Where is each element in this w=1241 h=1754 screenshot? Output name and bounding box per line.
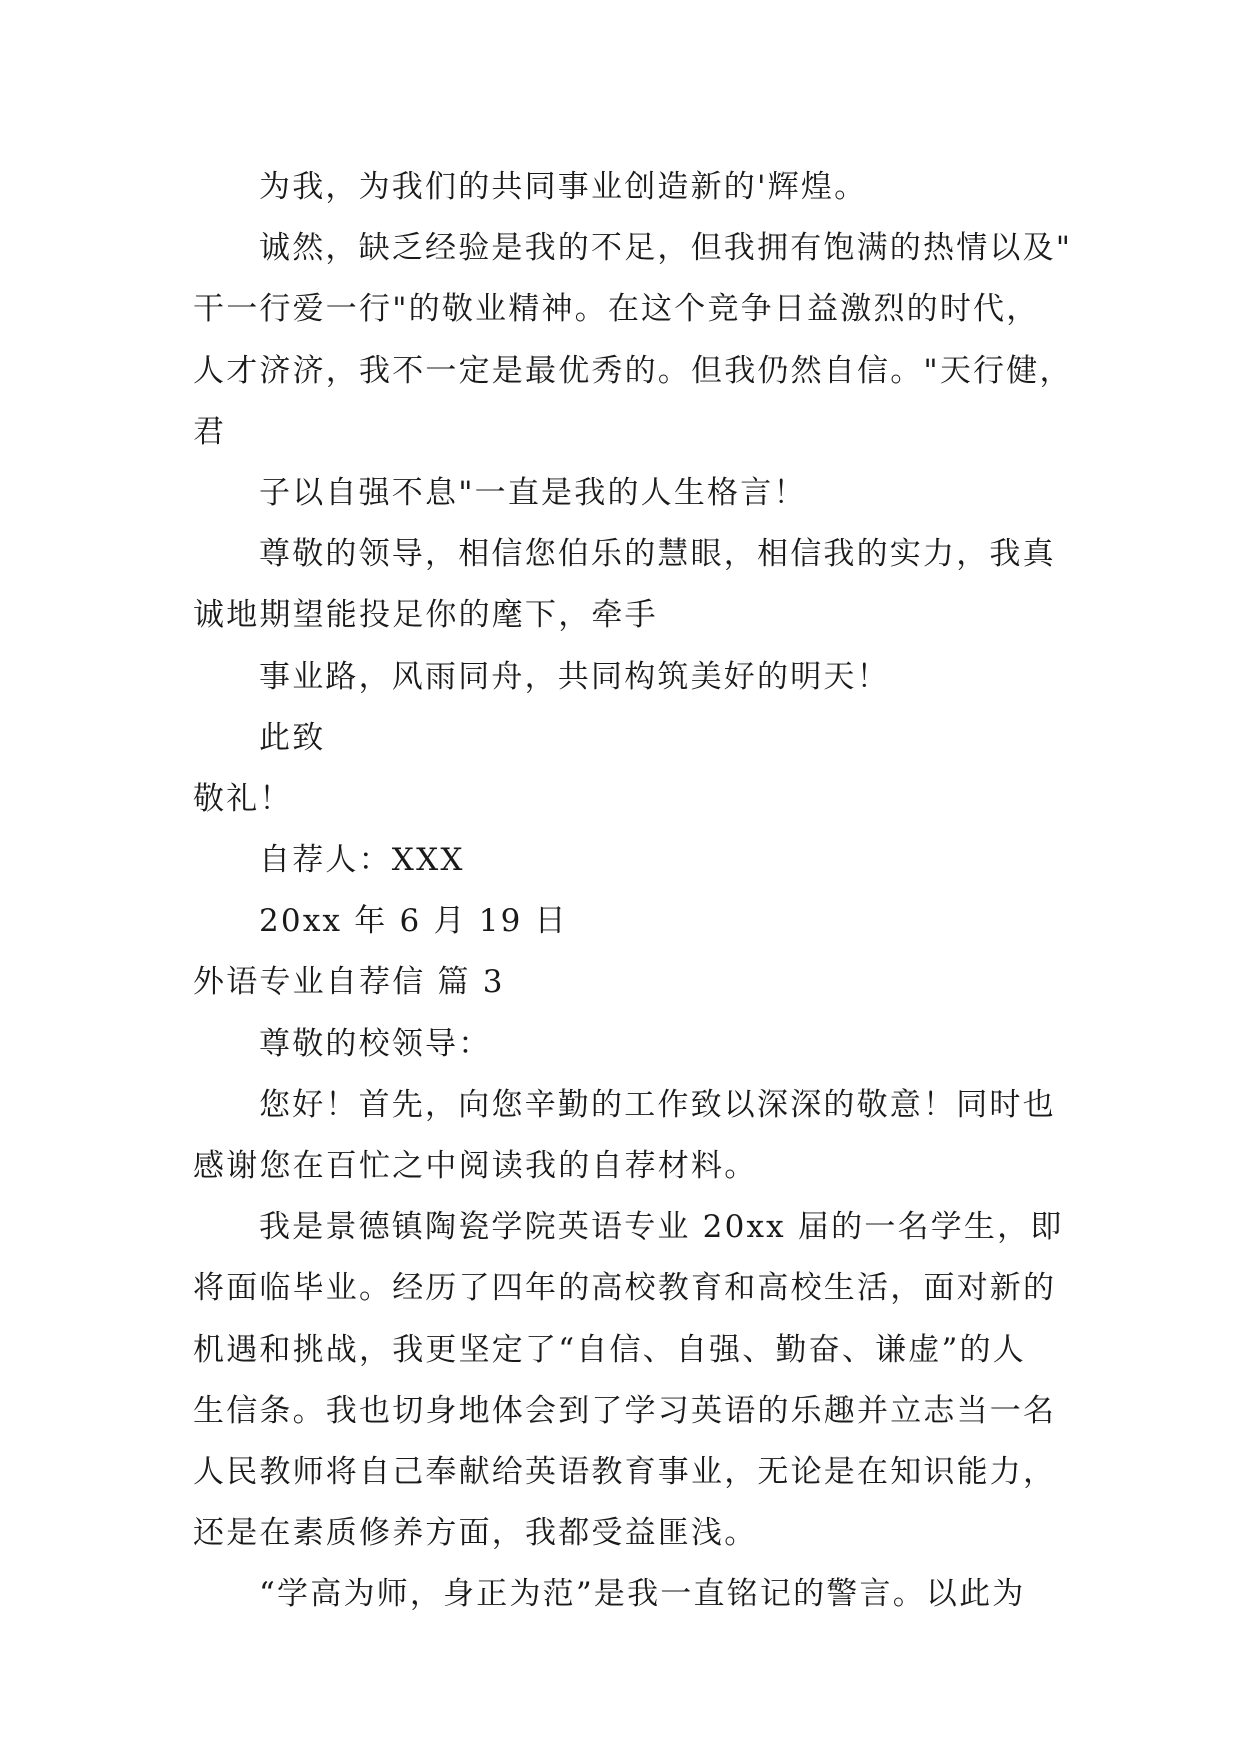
text-line: 子以自强不息"一直是我的人生格言！ — [259, 474, 807, 511]
text-line: 人才济济，我不一定是最优秀的。但我仍然自信。"天行健， — [193, 352, 1073, 389]
text-line: 我是景德镇陶瓷学院英语专业 20xx 届的一名学生，即 — [259, 1209, 1064, 1246]
text-line: 20xx 年 6 月 19 日 — [259, 903, 568, 940]
text-line: 将面临毕业。经历了四年的高校教育和高校生活，面对新的 — [193, 1270, 1057, 1307]
text-line: 为我，为我们的共同事业创造新的'辉煌。 — [259, 169, 868, 205]
text-line: 尊敬的领导，相信您伯乐的慧眼，相信我的实力，我真 — [259, 536, 1056, 573]
text-line: 生信条。我也切身地体会到了学习英语的乐趣并立志当一名 — [193, 1392, 1057, 1429]
text-line: 感谢您在百忙之中阅读我的自荐材料。 — [193, 1148, 758, 1184]
text-line: 君 — [193, 413, 227, 450]
text-line: 还是在素质修养方面，我都受益匪浅。 — [193, 1515, 758, 1552]
text-line: 人民教师将自己奉献给英语教育事业，无论是在知识能力， — [193, 1453, 1057, 1490]
text-line: 外语专业自荐信 篇 3 — [193, 964, 505, 1001]
text-line: 敬礼！ — [193, 780, 293, 817]
text-line: 机遇和挑战，我更坚定了“自信、自强、勤奋、谦虚”的人 — [193, 1331, 1026, 1368]
text-line: “学高为师，身正为范”是我一直铭记的警言。以此为 — [259, 1576, 1026, 1613]
text-line: 您好！首先，向您辛勤的工作致以深深的敬意！同时也 — [259, 1086, 1056, 1123]
text-line: 诚然，缺乏经验是我的不足，但我拥有饱满的热情以及" — [259, 230, 1073, 267]
text-line: 诚地期望能投足你的麾下，牵手 — [193, 597, 658, 634]
text-line: 自荐人：XXX — [259, 842, 465, 879]
text-line: 干一行爱一行"的敬业精神。在这个竞争日益激烈的时代， — [193, 291, 1040, 328]
text-line: 事业路，风雨同舟，共同构筑美好的明天！ — [259, 658, 890, 695]
letter-body — [193, 157, 1073, 1626]
text-line: 此致 — [259, 719, 326, 756]
text-line: 尊敬的校领导： — [259, 1025, 492, 1062]
